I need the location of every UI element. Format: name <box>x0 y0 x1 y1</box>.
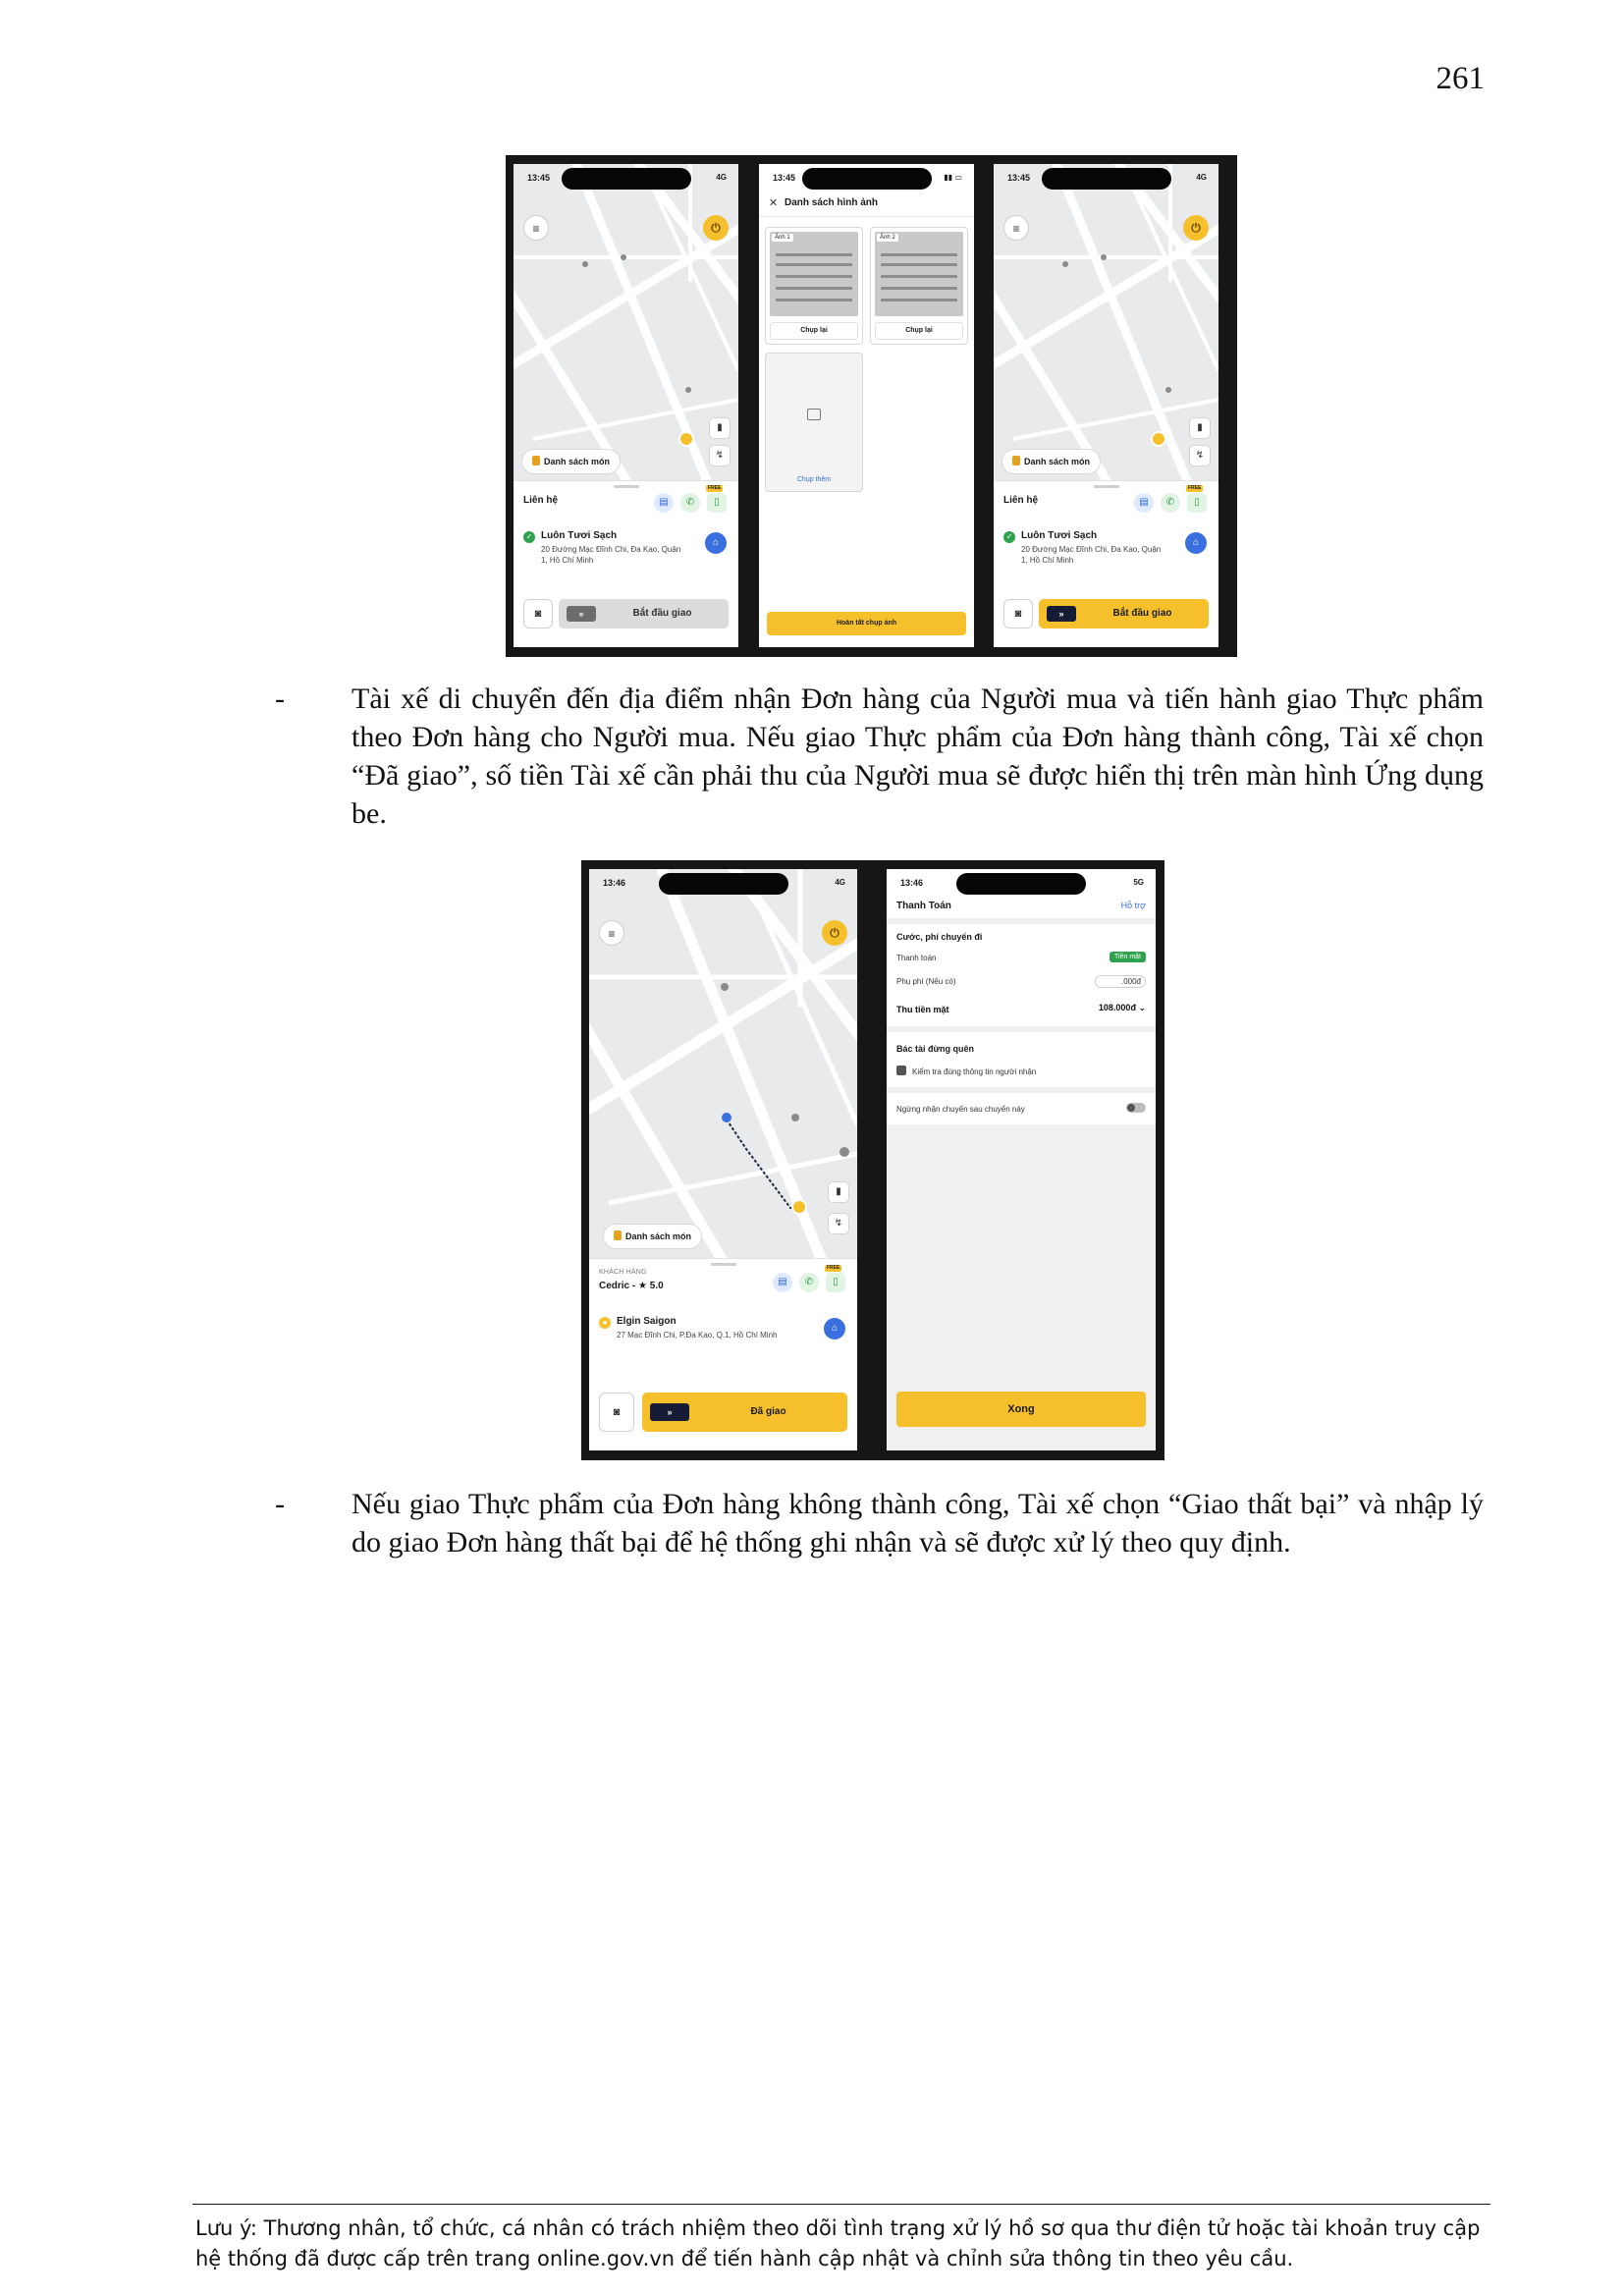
free-call-icon[interactable]: FREE ▯ <box>826 1273 845 1292</box>
notch <box>1042 168 1171 190</box>
location-pin-icon <box>1151 431 1166 447</box>
bag-icon <box>614 1230 622 1240</box>
help-link[interactable]: Hỗ trợ <box>1120 901 1146 910</box>
camera-button[interactable]: ◙ <box>523 599 553 629</box>
free-call-icon[interactable]: FREE ▯ <box>1187 493 1207 513</box>
phone-icon[interactable]: ✆ <box>1161 493 1180 513</box>
image-add-icon <box>807 409 821 420</box>
stop-after-trip-toggle[interactable] <box>1126 1103 1146 1113</box>
page-title: Danh sách hình ảnh <box>785 197 879 208</box>
store-info <box>523 530 727 570</box>
free-call-icon[interactable]: FREE ▯ <box>707 493 727 513</box>
verified-icon: ✓ <box>523 531 535 543</box>
store-name: Luôn Tươi Sạch <box>541 530 618 541</box>
footnote: Lưu ý: Thương nhân, tổ chức, cá nhân có trách nhiệm theo dõi tình trạng xử lý hồ sơ qua thư điện tử hoặc tài khoản truy cập hệ thống đã được cấp trên trang online.gov.vn để tiến hành cập nhật và chỉnh sửa thông tin theo yêu cầu. <box>195 2216 1481 2270</box>
menu-icon[interactable]: ≡ <box>1003 215 1029 241</box>
divider <box>887 918 1156 924</box>
payment-method-row: Thanh toán Tiền mặt <box>896 954 1146 962</box>
destination-info <box>599 1316 845 1367</box>
sheet-handle[interactable] <box>711 1263 736 1266</box>
traffic-icon[interactable]: ▮ <box>709 417 731 439</box>
notch <box>802 168 932 190</box>
phone-payment <box>887 869 1156 1450</box>
image-thumbnail[interactable] <box>770 232 858 316</box>
route-icon[interactable]: ↯ <box>828 1213 849 1234</box>
phone-delivering <box>589 869 857 1450</box>
bag-icon <box>532 456 540 465</box>
phone-start-delivery-ready <box>994 164 1218 647</box>
delivered-button[interactable]: » Đã giao <box>642 1393 847 1432</box>
paragraph-failed: Nếu giao Thực phẩm của Đơn hàng không thành công, Tài xế chọn “Giao thất bại” và nhập lý do giao Đơn hàng thất bại để hệ thống ghi nhận và sẽ được xử lý theo quy định. <box>352 1488 1484 1558</box>
bottom-sheet <box>994 480 1218 647</box>
swipe-arrow-icon: » <box>650 1403 689 1421</box>
fee-input[interactable]: .000đ <box>1095 975 1146 988</box>
image-tag: Ảnh 2 <box>877 234 898 242</box>
close-icon[interactable]: ✕ <box>769 197 779 209</box>
title-bar <box>759 191 974 217</box>
sheet-handle[interactable] <box>1094 485 1119 488</box>
contact-actions <box>773 1265 845 1292</box>
image-card-1 <box>765 227 863 345</box>
dish-list-button[interactable]: Danh sách món <box>521 449 621 474</box>
signal-icon: ▮▮ ▭ <box>944 173 962 182</box>
reminder-section-title: Bác tài đừng quên <box>896 1044 975 1054</box>
image-tag: Ảnh 1 <box>772 234 793 242</box>
notch <box>956 873 1086 895</box>
status-bar: 13:46 5G <box>887 869 1156 895</box>
power-icon[interactable]: ⏻ <box>822 920 847 946</box>
chat-icon[interactable]: ▤ <box>773 1273 792 1292</box>
start-delivery-button[interactable]: » Bắt đầu giao <box>559 599 729 629</box>
camera-button[interactable]: ◙ <box>599 1393 634 1432</box>
phone-image-list <box>759 164 974 647</box>
power-icon[interactable]: ⏻ <box>1183 215 1209 241</box>
navigate-icon[interactable]: ⌂ <box>705 532 727 554</box>
start-delivery-button[interactable]: » Bắt đầu giao <box>1039 599 1209 629</box>
location-pin-icon <box>678 431 694 447</box>
bottom-sheet <box>514 480 738 647</box>
navigate-icon[interactable]: ⌂ <box>1185 532 1207 554</box>
status-bar: 13:45 4G <box>994 164 1218 190</box>
page-number: 261 <box>1435 61 1485 96</box>
swipe-arrow-icon: » <box>567 606 596 622</box>
bottom-sheet <box>589 1258 857 1450</box>
phone-start-delivery <box>514 164 738 647</box>
menu-icon[interactable]: ≡ <box>599 920 624 946</box>
contact-label: Liên hệ <box>1003 495 1039 506</box>
divider <box>887 1087 1156 1093</box>
image-card-2 <box>870 227 968 345</box>
notch <box>659 873 788 895</box>
camera-button[interactable]: ◙ <box>1003 599 1033 629</box>
image-thumbnail[interactable] <box>875 232 963 316</box>
sheet-handle[interactable] <box>614 485 639 488</box>
map-view[interactable] <box>589 869 857 1258</box>
cash-amount[interactable]: 108.000đ ⌄ <box>1098 1003 1146 1012</box>
paragraph-delivered: Tài xế di chuyển đến địa điểm nhận Đơn hàng của Người mua và tiến hành giao Thực phẩm theo Đơn hàng cho Người mua. Nếu giao Thực phẩm của Đơn hàng thành công, Tài xế chọn “Đã giao”, số tiền Tài xế cần phải thu của Người mua sẽ được hiển thị trên màn hình Ứng dụng be. <box>352 683 1484 830</box>
navigate-icon[interactable]: ⌂ <box>824 1318 845 1339</box>
store-info <box>1003 530 1207 570</box>
screenshot-delivered <box>581 860 1164 1460</box>
bullet-dash: - <box>275 683 285 715</box>
chevron-down-icon: ⌄ <box>1138 1003 1146 1012</box>
divider <box>887 1026 1156 1032</box>
page-title: Thanh Toán <box>896 901 951 911</box>
bag-icon <box>1012 456 1020 465</box>
power-icon[interactable]: ⏻ <box>703 215 729 241</box>
notch <box>562 168 691 190</box>
place-name: Elgin Saigon <box>617 1316 677 1327</box>
store-name: Luôn Tươi Sạch <box>1021 530 1098 541</box>
dish-list-button[interactable]: Danh sách món <box>603 1224 702 1249</box>
map-view[interactable] <box>514 164 738 480</box>
contact-actions <box>1134 485 1207 513</box>
route-icon[interactable]: ↯ <box>1189 445 1211 466</box>
traffic-icon[interactable]: ▮ <box>1189 417 1211 439</box>
fare-section-title: Cước, phí chuyến đi <box>896 932 983 942</box>
chat-icon[interactable]: ▤ <box>1134 493 1154 513</box>
swipe-arrow-icon: » <box>1047 606 1076 622</box>
chat-icon[interactable]: ▤ <box>654 493 674 513</box>
add-more-photo-button[interactable]: Chụp thêm <box>765 353 863 492</box>
footnote-divider <box>192 2204 1490 2205</box>
menu-icon[interactable]: ≡ <box>523 215 549 241</box>
action-bar <box>523 599 729 629</box>
phone-icon[interactable]: ✆ <box>680 493 700 513</box>
route-icon[interactable]: ↯ <box>709 445 731 466</box>
retake-button[interactable]: Chụp lại <box>875 322 963 340</box>
action-bar <box>599 1393 847 1432</box>
person-check-icon <box>896 1066 906 1075</box>
map-view[interactable] <box>994 164 1218 480</box>
retake-button[interactable]: Chụp lại <box>770 322 858 340</box>
action-bar <box>1003 599 1209 629</box>
bullet-dash: - <box>275 1488 285 1520</box>
screenshot-start-delivery <box>506 155 1237 657</box>
finish-photo-button[interactable]: Hoàn tất chụp ảnh <box>767 612 966 635</box>
status-bar: 13:45 4G <box>514 164 738 190</box>
store-address: 20 Đường Mạc Đĩnh Chi, Đa Kao, Quận 1, Hồ Chí Minh <box>541 545 681 565</box>
done-button[interactable]: Xong <box>896 1392 1146 1427</box>
cash-row: Thu tiền mặt 108.000đ ⌄ <box>896 1003 1146 1014</box>
location-pin-icon: ● <box>599 1317 611 1329</box>
status-bar: 13:45 ▮▮ ▭ <box>759 164 974 190</box>
customer-caption: KHÁCH HÀNG <box>599 1269 647 1276</box>
stop-after-trip-row: Ngừng nhận chuyến sau chuyến này <box>896 1105 1146 1114</box>
customer-name: Cedric - ★ 5.0 <box>599 1281 664 1291</box>
place-address: 27 Mạc Đĩnh Chi, P.Đa Kao, Q.1, Hồ Chí Minh <box>617 1331 778 1339</box>
location-pin-icon <box>791 1199 807 1215</box>
store-address: 20 Đường Mạc Đĩnh Chi, Đa Kao, Quận 1, Hồ Chí Minh <box>1021 545 1162 565</box>
reminder-item: Kiểm tra đúng thông tin người nhận <box>896 1066 1146 1076</box>
contact-actions <box>654 485 727 513</box>
verified-icon: ✓ <box>1003 531 1015 543</box>
phone-icon[interactable]: ✆ <box>799 1273 819 1292</box>
status-bar: 13:46 4G <box>589 869 857 895</box>
cash-badge: Tiền mặt <box>1110 952 1146 962</box>
fee-row: Phụ phí (Nếu có) .000đ <box>896 977 1146 986</box>
dish-list-button[interactable]: Danh sách món <box>1001 449 1101 474</box>
contact-label: Liên hệ <box>523 495 559 506</box>
traffic-icon[interactable]: ▮ <box>828 1181 849 1203</box>
